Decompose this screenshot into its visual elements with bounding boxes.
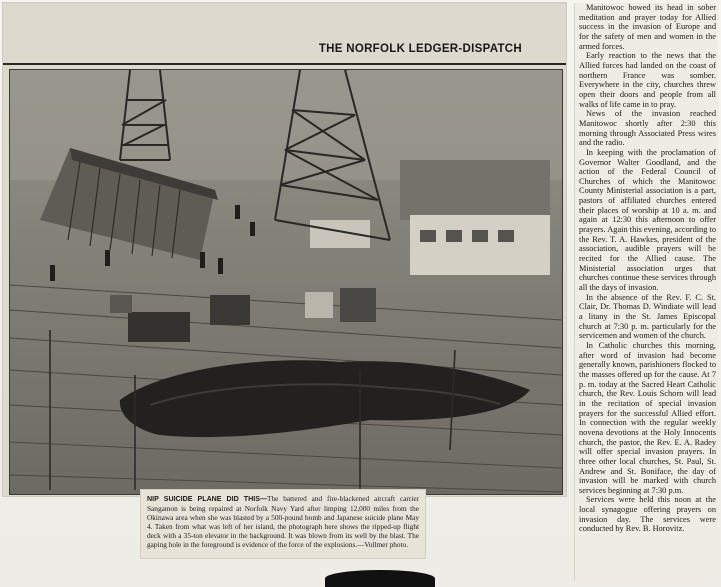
carrier-damage-photo (10, 70, 562, 494)
article-paragraph: Manitowoc bowed its head in sober meditation and prayer today for Allied success in the invasion of Europe and for the safety of men and women in the armed forces. (579, 3, 716, 51)
dark-scrap (325, 570, 435, 587)
article-paragraph: Services were held this noon at the local synagogue offering prayers on invasion day. The services were conducted by Rev. B. Horovitz. (579, 495, 716, 534)
article-column (574, 3, 718, 581)
article-body (579, 3, 716, 534)
caption-headline: NIP SUICIDE PLANE DID THIS— (147, 495, 268, 503)
newspaper-clipping-photo (2, 2, 567, 497)
masthead (3, 37, 566, 65)
article-paragraph: Early reaction to the news that the Allied forces had landed on the coast of northern France was somber. Everywhere in the city, churches threw open their doors and people from all walks of life came in to pray. (579, 51, 716, 109)
caption-body: The battered and fire-blackened aircraft carrier Sangamon is being repaired at Norfolk Navy Yard after limping 12,000 miles from the Okinawa area when she was blasted by a 500-pound bomb and Japanese suicide plane May 4. Taken from what was left of her island, the photograph here shows the ripped-up flight deck with a 35-ton elevator in the background. It was blown from its well by the blast. The gaping hole in the foreground is evidence of the force of the explosions.—Vollmer photo. (147, 494, 419, 550)
article-paragraph: In the absence of the Rev. F. C. St. Clair, Dr. Thomas D. Windiate will lead a litany in the St. James Episcopal church at 7:30 p. m. particularly for the servicemen and women of the church. (579, 292, 716, 341)
article-paragraph: In keeping with the proclamation of Governor Walter Goodland, and the action of the Federal Council of Churches of which the Manitowoc County Ministerial association is a part, pastors of affiliated churches entered their places of worship at 10 a. m. and again at 12:30 this afternoon to offer prayers. Again this evening, according to the Rev. T. A. Hawkes, president of the association, audible prayers will be recited for the Allied cause. The Ministerial association urges that churches continue these services through all the days of invasion. (579, 147, 716, 293)
photo-caption (140, 489, 426, 559)
masthead-title: THE NORFOLK LEDGER-DISPATCH (318, 43, 522, 55)
article-paragraph: News of the invasion reached Manitowoc shortly after 2:30 this morning through Associated Press wires and the radio. (579, 109, 716, 148)
article-paragraph: In Catholic churches this morning, after word of invasion had become generally known, parishioners flocked to the masses offered up for the cause. At 7 p. m. today at the Sacred Heart Catholic church, the Rev. Louis Schorn will lead in the recitation of special invasion prayers for the successful Allied effort. In connection with the regular weekly novena devotions at the Holy Innocents church, the pastor, the Rev. E. A. Radey will offer special invasion prayers. In three other local churches, St. Paul, St. Andrew and St. Boniface, the day of invasion will be marked with church services beginning at 7:30 p.m. (579, 340, 716, 495)
news-photo (9, 69, 563, 495)
